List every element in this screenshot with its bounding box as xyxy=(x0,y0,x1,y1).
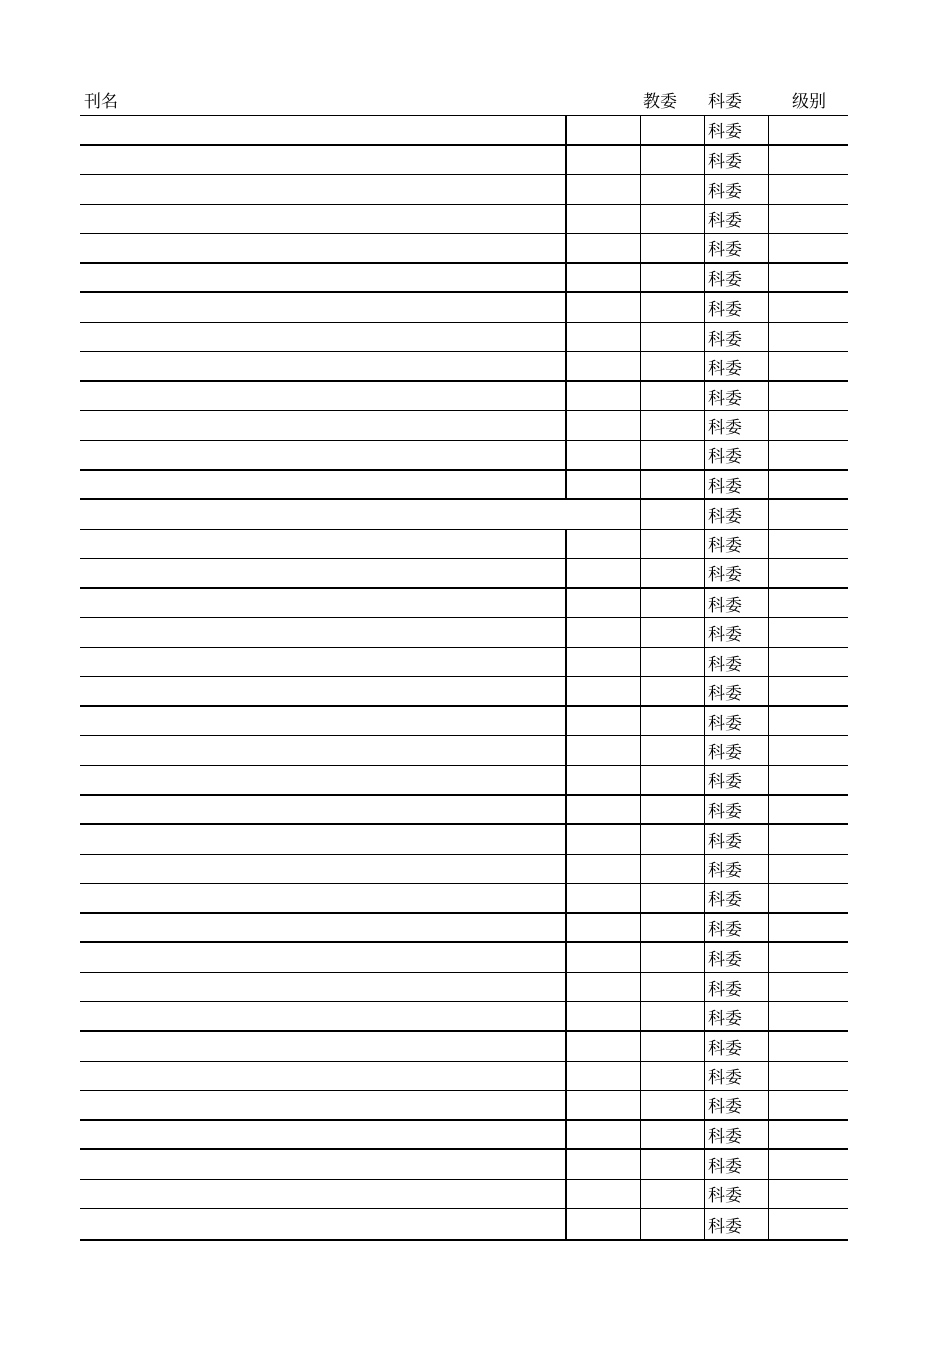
grid-line xyxy=(768,618,769,647)
grid-line xyxy=(768,441,769,469)
grid-line xyxy=(565,796,567,824)
journal-table xyxy=(80,115,848,1241)
grid-line xyxy=(704,382,705,411)
grid-line xyxy=(768,766,769,794)
grid-line xyxy=(704,884,705,912)
grid-line xyxy=(640,618,641,647)
grid-line xyxy=(640,1121,641,1149)
grid-line xyxy=(768,973,769,1002)
grid-line xyxy=(704,116,705,144)
science-committee-cell[interactable]: 科委 xyxy=(708,418,742,439)
grid-line xyxy=(704,293,705,322)
grid-line xyxy=(640,559,641,587)
grid-line xyxy=(768,471,769,499)
table-row xyxy=(80,914,848,944)
grid-line xyxy=(565,943,567,972)
science-committee-cell[interactable]: 科委 xyxy=(708,211,742,232)
grid-line xyxy=(640,766,641,794)
grid-line xyxy=(768,1209,769,1239)
table-row xyxy=(80,530,848,560)
science-committee-cell[interactable]: 科委 xyxy=(708,1038,742,1059)
grid-line xyxy=(704,205,705,234)
science-committee-cell[interactable]: 科委 xyxy=(708,683,742,704)
grid-line xyxy=(565,411,567,440)
grid-line xyxy=(704,707,705,736)
grid-line xyxy=(704,589,705,618)
grid-line xyxy=(640,1209,641,1239)
grid-line xyxy=(565,116,567,144)
grid-line xyxy=(704,1180,705,1209)
grid-line xyxy=(768,116,769,144)
science-committee-cell[interactable]: 科委 xyxy=(708,595,742,616)
grid-line xyxy=(640,677,641,705)
grid-line xyxy=(565,914,567,942)
science-committee-cell[interactable]: 科委 xyxy=(708,979,742,1000)
grid-line xyxy=(565,1032,567,1061)
grid-line xyxy=(640,796,641,824)
grid-line xyxy=(768,382,769,411)
grid-line xyxy=(768,736,769,765)
grid-line xyxy=(565,471,567,499)
grid-line xyxy=(640,736,641,765)
grid-line xyxy=(640,264,641,292)
grid-line xyxy=(640,530,641,559)
table-row xyxy=(80,116,848,146)
table-row xyxy=(80,471,848,501)
science-committee-cell[interactable]: 科委 xyxy=(708,447,742,468)
table-row xyxy=(80,855,848,885)
grid-line xyxy=(640,1002,641,1030)
science-committee-cell[interactable]: 科委 xyxy=(708,1216,742,1237)
table-row xyxy=(80,648,848,678)
grid-line xyxy=(640,884,641,912)
grid-line xyxy=(704,1062,705,1091)
science-committee-cell[interactable]: 科委 xyxy=(708,300,742,321)
grid-line xyxy=(565,973,567,1002)
table-row xyxy=(80,825,848,855)
grid-line xyxy=(704,914,705,942)
table-row xyxy=(80,146,848,176)
grid-line xyxy=(704,500,705,529)
grid-line xyxy=(640,116,641,144)
table-row xyxy=(80,766,848,796)
grid-line xyxy=(565,707,567,736)
grid-line xyxy=(704,411,705,440)
table-row xyxy=(80,1091,848,1121)
grid-line xyxy=(768,293,769,322)
header-science-committee: 科委 xyxy=(708,92,742,112)
grid-line xyxy=(704,677,705,705)
table-row xyxy=(80,884,848,914)
table-row xyxy=(80,352,848,382)
grid-line xyxy=(565,146,567,175)
table-row xyxy=(80,736,848,766)
grid-line xyxy=(640,441,641,469)
science-committee-cell[interactable]: 科委 xyxy=(708,565,742,586)
grid-line xyxy=(704,1032,705,1061)
grid-line xyxy=(640,1150,641,1179)
grid-line xyxy=(565,648,567,677)
grid-line xyxy=(768,1032,769,1061)
grid-line xyxy=(640,973,641,1002)
header-education-committee: 教委 xyxy=(643,92,677,112)
grid-line xyxy=(704,1002,705,1030)
grid-line xyxy=(704,796,705,824)
grid-line xyxy=(704,323,705,352)
grid-line xyxy=(565,855,567,884)
grid-line xyxy=(565,766,567,794)
grid-line xyxy=(640,1062,641,1091)
science-committee-cell[interactable]: 科委 xyxy=(708,358,742,379)
science-committee-cell[interactable]: 科委 xyxy=(708,122,742,143)
grid-line xyxy=(768,1062,769,1091)
science-committee-cell[interactable]: 科委 xyxy=(708,1126,742,1147)
grid-line xyxy=(640,234,641,262)
grid-line xyxy=(768,589,769,618)
science-committee-cell[interactable]: 科委 xyxy=(708,240,742,261)
grid-line xyxy=(565,884,567,912)
grid-line xyxy=(565,530,567,559)
table-row xyxy=(80,973,848,1003)
table-row xyxy=(80,411,848,441)
table-row xyxy=(80,1180,848,1210)
science-committee-cell[interactable]: 科委 xyxy=(708,625,742,646)
grid-line xyxy=(704,1121,705,1149)
science-committee-cell[interactable]: 科委 xyxy=(708,1068,742,1089)
science-committee-cell[interactable]: 科委 xyxy=(708,270,742,290)
grid-line xyxy=(640,855,641,884)
grid-line xyxy=(565,382,567,411)
table-row xyxy=(80,1002,848,1032)
grid-line xyxy=(768,1002,769,1030)
grid-line xyxy=(640,1032,641,1061)
grid-line xyxy=(640,1180,641,1209)
grid-line xyxy=(640,648,641,677)
table-row xyxy=(80,175,848,205)
grid-line xyxy=(768,1180,769,1209)
grid-line xyxy=(565,825,567,854)
grid-line xyxy=(704,1150,705,1179)
grid-line xyxy=(640,352,641,380)
grid-line xyxy=(768,146,769,175)
grid-line xyxy=(640,293,641,322)
table-row xyxy=(80,1150,848,1180)
table-row xyxy=(80,943,848,973)
grid-line xyxy=(565,264,567,292)
grid-line xyxy=(565,352,567,380)
grid-line xyxy=(768,677,769,705)
table-row xyxy=(80,441,848,471)
grid-line xyxy=(768,648,769,677)
grid-line xyxy=(640,205,641,234)
grid-line xyxy=(704,175,705,204)
grid-line xyxy=(704,1209,705,1239)
table-row xyxy=(80,500,848,530)
table-row xyxy=(80,559,848,589)
header-journal-name: 刊名 xyxy=(84,92,118,112)
header-level: 级别 xyxy=(792,92,826,112)
grid-line xyxy=(704,618,705,647)
grid-line xyxy=(640,589,641,618)
science-committee-cell[interactable]: 科委 xyxy=(708,1008,742,1029)
grid-line xyxy=(704,825,705,854)
table-row xyxy=(80,796,848,826)
science-committee-cell[interactable]: 科委 xyxy=(708,654,742,675)
science-committee-cell[interactable]: 科委 xyxy=(708,713,742,734)
grid-line xyxy=(768,205,769,234)
grid-line xyxy=(565,1091,567,1119)
grid-line xyxy=(565,1062,567,1091)
table-row xyxy=(80,589,848,619)
grid-line xyxy=(704,648,705,677)
table-row xyxy=(80,382,848,412)
grid-line xyxy=(768,707,769,736)
grid-line xyxy=(640,707,641,736)
science-committee-cell[interactable]: 科委 xyxy=(708,950,742,971)
grid-line xyxy=(704,736,705,765)
grid-line xyxy=(768,234,769,262)
grid-line xyxy=(704,973,705,1002)
grid-line xyxy=(768,914,769,942)
grid-line xyxy=(640,500,641,529)
science-committee-cell[interactable]: 科委 xyxy=(708,536,742,557)
science-committee-cell[interactable]: 科委 xyxy=(708,181,742,202)
grid-line xyxy=(640,1091,641,1119)
grid-line xyxy=(768,796,769,824)
table-row xyxy=(80,1032,848,1062)
grid-line xyxy=(565,618,567,647)
grid-line xyxy=(565,323,567,352)
table-row xyxy=(80,234,848,264)
grid-line xyxy=(704,352,705,380)
grid-line xyxy=(565,1002,567,1030)
grid-line xyxy=(768,855,769,884)
science-committee-cell[interactable]: 科委 xyxy=(708,861,742,882)
grid-line xyxy=(565,234,567,262)
grid-line xyxy=(704,530,705,559)
grid-line xyxy=(565,205,567,234)
science-committee-cell[interactable]: 科委 xyxy=(708,506,742,527)
science-committee-cell[interactable]: 科委 xyxy=(708,831,742,852)
grid-line xyxy=(565,1121,567,1149)
grid-line xyxy=(768,1091,769,1119)
grid-line xyxy=(565,1180,567,1209)
table-row xyxy=(80,1209,848,1239)
grid-line xyxy=(768,411,769,440)
science-committee-cell[interactable]: 科委 xyxy=(708,743,742,764)
table-row xyxy=(80,1121,848,1151)
grid-line xyxy=(565,441,567,469)
science-committee-cell[interactable]: 科委 xyxy=(708,772,742,793)
grid-line xyxy=(640,471,641,499)
grid-line xyxy=(640,411,641,440)
grid-line xyxy=(768,884,769,912)
grid-line xyxy=(768,1150,769,1179)
science-committee-cell[interactable]: 科委 xyxy=(708,890,742,911)
grid-line xyxy=(565,677,567,705)
table-row xyxy=(80,707,848,737)
grid-line xyxy=(704,559,705,587)
table-row xyxy=(80,618,848,648)
grid-line xyxy=(640,914,641,942)
grid-line xyxy=(704,234,705,262)
grid-line xyxy=(768,264,769,292)
science-committee-cell[interactable]: 科委 xyxy=(708,152,742,173)
grid-line xyxy=(704,264,705,292)
grid-line xyxy=(704,855,705,884)
grid-line xyxy=(768,943,769,972)
grid-line xyxy=(640,323,641,352)
grid-line xyxy=(704,766,705,794)
science-committee-cell[interactable]: 科委 xyxy=(708,1097,742,1118)
grid-line xyxy=(768,825,769,854)
grid-line xyxy=(768,530,769,559)
science-committee-cell[interactable]: 科委 xyxy=(708,801,742,822)
grid-line xyxy=(565,175,567,204)
grid-line xyxy=(768,323,769,352)
grid-line xyxy=(704,943,705,972)
table-row xyxy=(80,677,848,707)
grid-line xyxy=(640,146,641,175)
grid-line xyxy=(768,500,769,529)
grid-line xyxy=(768,175,769,204)
grid-line xyxy=(565,559,567,587)
table-row xyxy=(80,264,848,294)
grid-line xyxy=(565,1209,567,1239)
grid-line xyxy=(640,175,641,204)
grid-line xyxy=(704,1091,705,1119)
table-row xyxy=(80,1062,848,1092)
science-committee-cell[interactable]: 科委 xyxy=(708,1186,742,1207)
science-committee-cell[interactable]: 科委 xyxy=(708,1156,742,1177)
grid-line xyxy=(768,352,769,380)
science-committee-cell[interactable]: 科委 xyxy=(708,920,742,941)
grid-line xyxy=(704,441,705,469)
grid-line xyxy=(640,825,641,854)
table-row xyxy=(80,293,848,323)
science-committee-cell[interactable]: 科委 xyxy=(708,329,742,350)
grid-line xyxy=(768,1121,769,1149)
table-row xyxy=(80,205,848,235)
grid-line xyxy=(565,589,567,618)
table-row xyxy=(80,323,848,353)
science-committee-cell[interactable]: 科委 xyxy=(708,476,742,497)
grid-line xyxy=(704,471,705,499)
grid-line xyxy=(704,146,705,175)
science-committee-cell[interactable]: 科委 xyxy=(708,388,742,409)
grid-line xyxy=(640,943,641,972)
grid-line xyxy=(640,382,641,411)
grid-line xyxy=(768,559,769,587)
grid-line xyxy=(565,736,567,765)
grid-line xyxy=(565,1150,567,1179)
grid-line xyxy=(565,293,567,322)
